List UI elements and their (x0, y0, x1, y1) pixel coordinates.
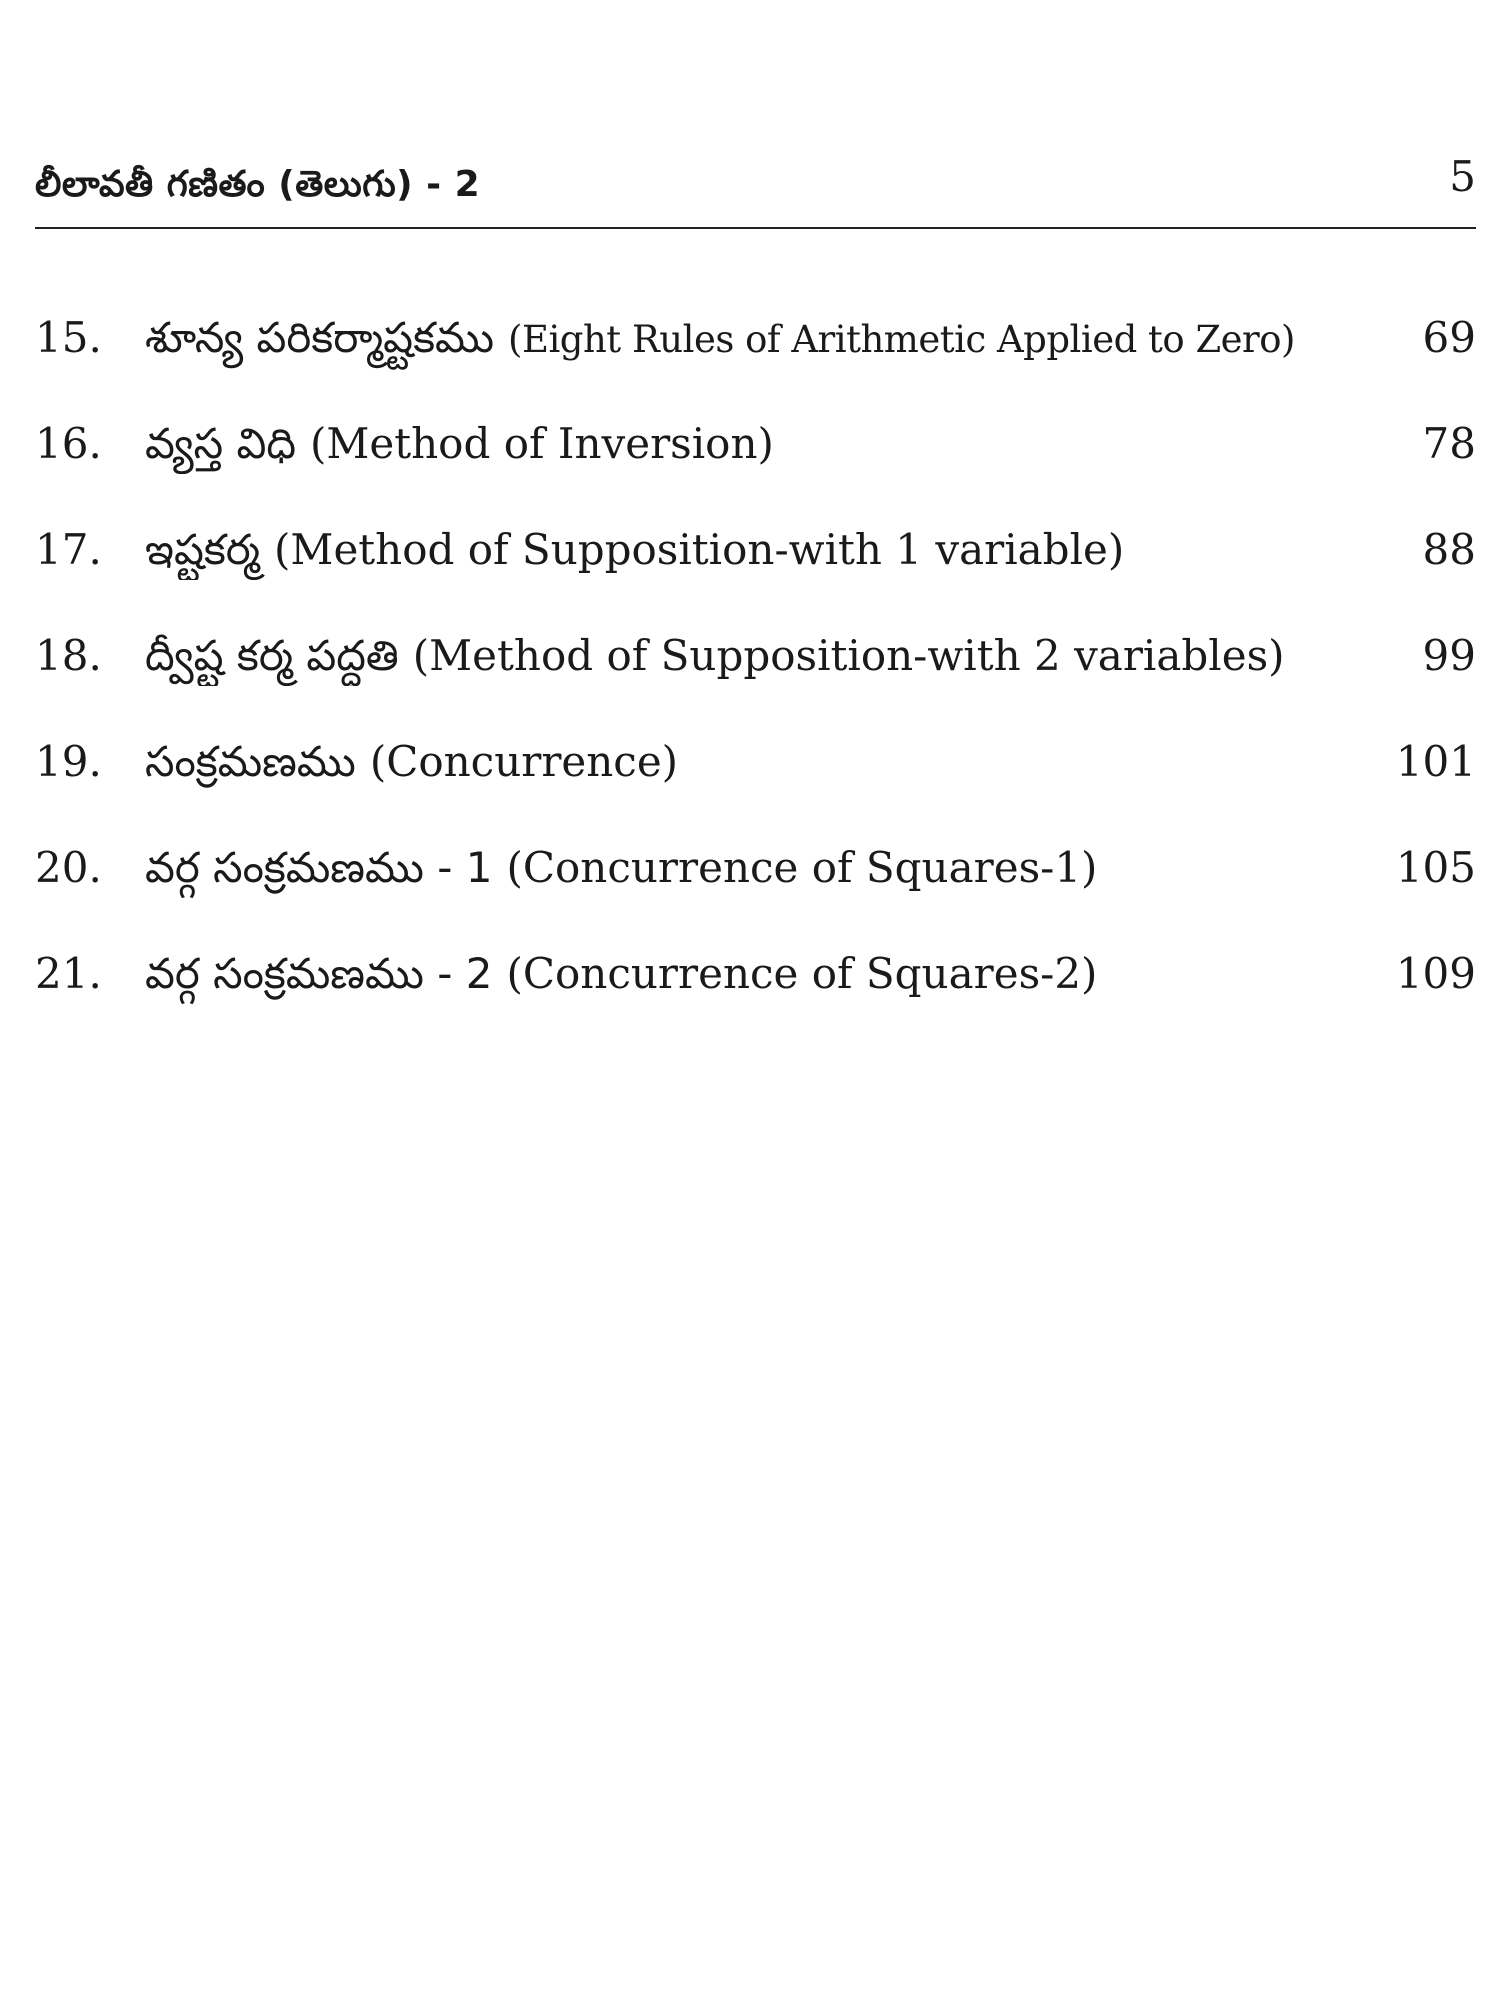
toc-entry-telugu: వర్గ సంక్రమణము - 1 (145, 843, 493, 892)
toc-entry-title (145, 732, 1376, 792)
toc-entry-english: (Eight Rules of Arithmetic Applied to Zero) (508, 318, 1295, 361)
toc-entry-english: (Concurrence) (369, 737, 679, 786)
toc-entry-english: (Concurrence of Squares-1) (506, 843, 1098, 892)
toc-entry-17[interactable] (35, 520, 1476, 626)
running-title: లీలావతీ గణితం (తెలుగు) - 2 (35, 164, 481, 205)
toc-entry-telugu: శూన్య పరికర్మాష్టకము (145, 313, 495, 362)
toc-entry-english: (Method of Supposition-with 2 variables) (412, 631, 1285, 680)
toc-entry-title (145, 838, 1376, 898)
toc-entry-page: 78 (1422, 419, 1476, 468)
toc-entry-telugu: వర్గ సంక్రమణము - 2 (145, 949, 493, 998)
toc-entry-english: (Method of Inversion) (310, 419, 774, 468)
toc-entry-page: 99 (1422, 631, 1476, 680)
toc-entry-english: (Method of Supposition-with 1 variable) (274, 525, 1125, 574)
page-number: 5 (1449, 152, 1476, 201)
toc-entry-title (145, 626, 1376, 686)
toc-entry-page: 88 (1422, 525, 1476, 574)
header-rule (35, 227, 1476, 229)
toc-entry-title (145, 414, 1376, 474)
toc-entry-telugu: ద్వీష్ట కర్మ పద్ధతి (145, 631, 399, 680)
toc-entry-19[interactable] (35, 732, 1476, 838)
toc-entry-page: 109 (1395, 949, 1476, 998)
table-of-contents (35, 308, 1476, 1050)
toc-entry-number: 16. (35, 419, 102, 468)
toc-entry-15[interactable] (35, 308, 1476, 414)
toc-entry-number: 19. (35, 737, 102, 786)
toc-entry-number: 17. (35, 525, 102, 574)
toc-entry-title (145, 308, 1376, 370)
toc-entry-number: 15. (35, 313, 102, 362)
toc-entry-page: 105 (1395, 843, 1476, 892)
toc-entry-20[interactable] (35, 838, 1476, 944)
toc-entry-title (145, 944, 1376, 1004)
toc-entry-number: 20. (35, 843, 102, 892)
toc-entry-telugu: ఇష్టకర్మ (145, 525, 261, 574)
toc-entry-page: 101 (1395, 737, 1476, 786)
toc-entry-page: 69 (1422, 313, 1476, 362)
toc-entry-telugu: వ్యస్త విధి (145, 419, 296, 468)
toc-entry-title (145, 520, 1376, 580)
toc-entry-16[interactable] (35, 414, 1476, 520)
toc-entry-21[interactable] (35, 944, 1476, 1050)
toc-entry-18[interactable] (35, 626, 1476, 732)
toc-entry-english: (Concurrence of Squares-2) (506, 949, 1098, 998)
toc-entry-telugu: సంక్రమణము (145, 737, 356, 786)
toc-entry-number: 21. (35, 949, 102, 998)
page-header (35, 150, 1476, 230)
toc-entry-number: 18. (35, 631, 102, 680)
